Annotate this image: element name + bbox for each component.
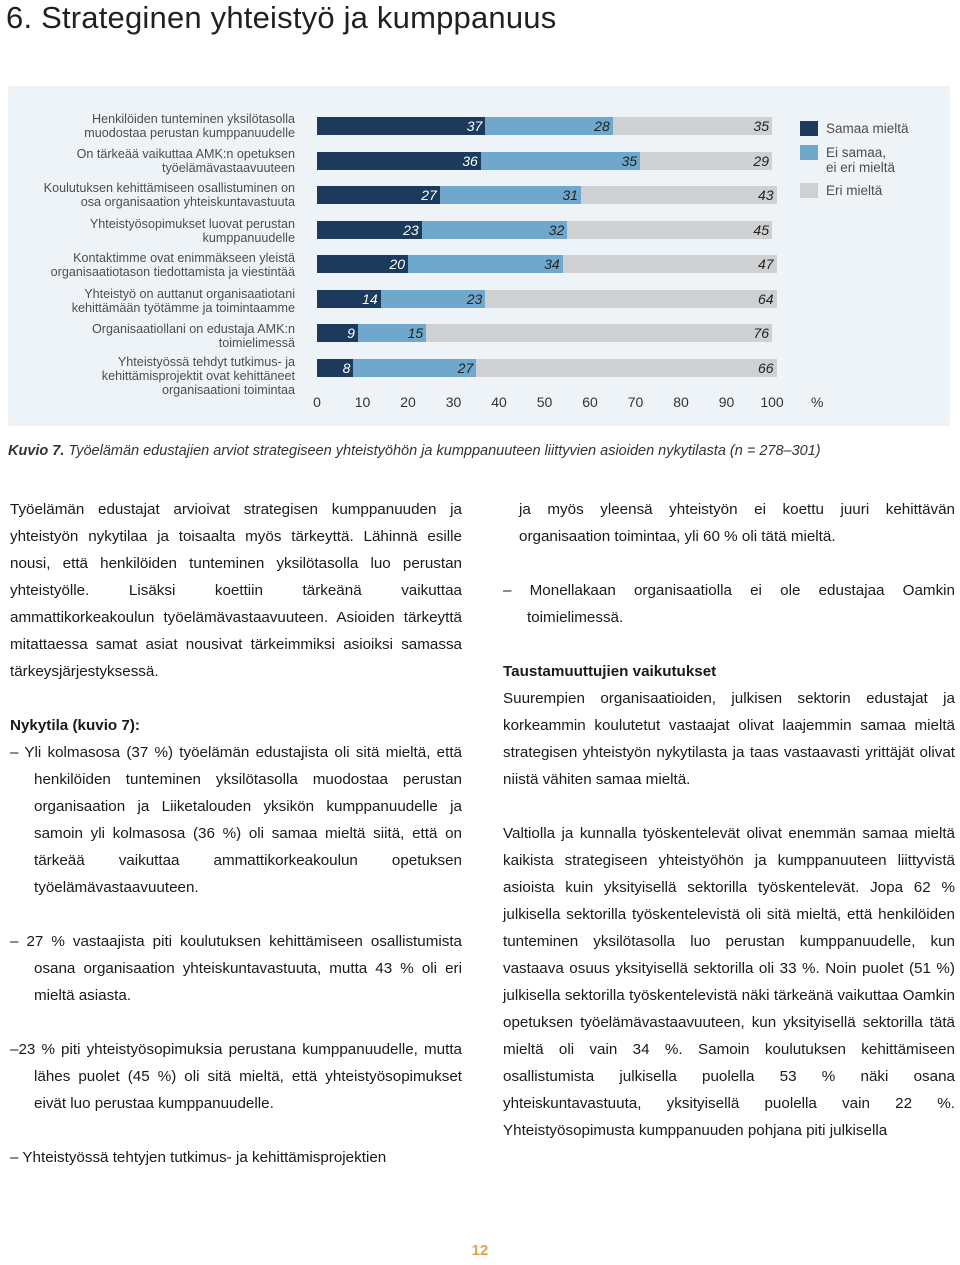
row-label-line: osa organisaation yhteiskuntavastuuta <box>80 195 295 209</box>
bar-value-label: 29 <box>753 152 769 169</box>
x-tick-label: 80 <box>673 394 689 410</box>
bullet-2: – 27 % vastaajista piti koulutuksen kehittämiseen osallistumista osana organisaation yhteiskuntavastuuta, mutta 43 % oli eri mieltä asiasta. <box>10 933 462 1004</box>
left-column <box>10 496 462 1171</box>
row-label-line: kehittämään työtämme ja toimintaamme <box>71 301 295 315</box>
bullet-1: – Yli kolmasosa (37 %) työelämän edustajista oli sitä mieltä, että henkilöiden tunteminen yksilötasolla muodostaa perustan organisaation ja Liiketalouden yksikön kumppanuudelle ja samoin yli kolmasosa (36 %) oli samaa mieltä siitä, että on tärkeää vaikuttaa ammattikorkeakoulun opetuksen työelämävastaavuuteen. <box>10 744 462 896</box>
row-label <box>0 355 295 397</box>
bar-value-label: 23 <box>403 221 419 238</box>
bar-value-label: 35 <box>621 152 638 169</box>
row-label-line: Yhteistyösopimukset luovat perustan <box>89 217 295 231</box>
caption-label: Kuvio 7. <box>8 443 65 459</box>
bar-value-label: 66 <box>757 359 774 376</box>
row-label <box>0 287 295 315</box>
background-paragraph-2: Valtiolla ja kunnalla työskentelevät olivat enemmän samaa mieltä kaikista strategiseen yhteistyöhön ja kumppanuuteen liittyvistä asioista kuin yksityisellä sektorilla työskentelevät. Jopa 62 % julkisella sektorilla työskentelevistä oli sitä mieltä, että henkilöiden tunteminen yksilötasolla luo perustan kumppanuudelle, kun vastaava osuus yksityisellä sektorilla oli 33 %. Noin puolet (51 %) julkisella sektorilla työskentelevistä näki tärkeänä vaikuttaa Oamkin opetuksen työelämävastaavuuteen, kun yksityisellä sektorilla tätä mieltä oli vain 34 %. Samoin koulutuksen kehittämiseen osallistumista julkisella puolella 53 % näki osana yhteiskuntavastuuta, yksityisellä puolella vain 22 %. Yhteistyösopimusta kumppanuuden pohjana piti julkisella <box>503 825 955 1139</box>
legend-label-line: Samaa mieltä <box>826 121 909 136</box>
bar-value-label: 9 <box>347 325 355 341</box>
bar-value-label: 27 <box>421 187 437 203</box>
background-paragraph-1: Suurempien organisaatioiden, julkisen sektorin edustajat ja korkeammin koulutetut vastaajat olivat laajemmin samaa mieltä strategisen yhteistyön nykytilasta ja taas vastaavasti yrittäjät olivat niistä vähiten samaa mieltä. <box>503 690 955 788</box>
bullet-4-continued: ja myös yleensä yhteistyön ei koettu juuri kehittävän organisaation toimintaa, yli 60 % oli tätä mieltä. <box>519 501 955 545</box>
bar-value-label: 32 <box>548 221 565 238</box>
x-axis-unit: % <box>811 394 824 410</box>
bar-value-label: 47 <box>757 256 774 272</box>
x-tick-label: 30 <box>445 394 462 410</box>
x-tick-label: 100 <box>760 394 784 410</box>
taustamuuttujat-subheading: Taustamuuttujien vaikutukset <box>503 663 717 680</box>
bar-value-label: 27 <box>457 359 474 376</box>
x-tick-label: 10 <box>354 394 371 410</box>
figure-caption <box>8 443 821 459</box>
bullet-4: – Yhteistyössä tehtyjen tutkimus- ja kehittämisprojektien <box>10 1149 387 1166</box>
x-tick-label: 0 <box>313 394 321 410</box>
legend-swatch <box>800 183 818 198</box>
legend-swatch <box>800 121 818 136</box>
row-label-line: On tärkeää vaikuttaa AMK:n opetuksen <box>76 147 295 161</box>
bar-value-label: 36 <box>462 152 478 169</box>
bar-value-label: 37 <box>466 118 483 134</box>
x-tick-label: 90 <box>718 394 735 410</box>
legend-swatch <box>800 145 818 160</box>
x-tick-label: 70 <box>627 394 644 410</box>
row-label-line: Koulutuksen kehittämiseen osallistuminen on <box>43 181 295 195</box>
bar-value-label: 76 <box>753 325 769 341</box>
bar-value-label: 45 <box>753 221 769 238</box>
intro-paragraph: Työelämän edustajat arvioivat strategisen kumppanuuden ja yhteistyön nykytilaa ja toisaalta myös tärkeyttä. Lähinnä esille nousi, että henkilöiden tunteminen yksilötasolla luo perustan yhteistyölle. Lisäksi koettiin tärkeänä vaikuttaa ammattikorkeakoulun työelämävastaavuuteen. Asioiden tärkeyttä mitattaessa samat asiat nousivat tärkeimmiksi asioiksi samassa tärkeysjärjestyksessä. <box>10 501 462 680</box>
bar-value-label: 43 <box>757 187 774 203</box>
caption-text: Työelämän edustajien arviot strategiseen yhteistyöhön ja kumppanuuteen liittyvien asioiden nykytilasta (n = 278–301) <box>64 443 821 459</box>
bar-value-label: 31 <box>562 187 578 203</box>
row-label-line: toimielimessä <box>218 336 295 350</box>
legend-label <box>826 121 946 136</box>
bar-value-label: 35 <box>753 118 769 134</box>
right-column <box>503 496 955 1144</box>
row-label-line: kehittämisprojektit ovat kehittäneet <box>101 369 295 383</box>
x-tick-label: 50 <box>536 394 553 410</box>
row-label <box>0 322 295 350</box>
row-label-line: Henkilöiden tunteminen yksilötasolla <box>91 112 295 126</box>
bar-value-label: 8 <box>342 359 351 376</box>
legend-label-line: Ei samaa, <box>826 145 887 160</box>
nykytila-subheading: Nykytila (kuvio 7): <box>10 717 140 734</box>
row-label <box>0 112 295 140</box>
row-label-line: Kontaktimme ovat enimmäkseen yleistä <box>73 251 295 265</box>
page-number: 12 <box>471 1242 489 1259</box>
bar-value-label: 20 <box>389 256 405 272</box>
row-label-line: Organisaatiollani on edustaja AMK:n <box>91 322 295 336</box>
x-tick-label: 40 <box>491 394 507 410</box>
legend-label <box>826 183 946 198</box>
bar-value-label: 15 <box>407 325 424 341</box>
row-label-line: organisaatiotason tiedottamista ja viestintää <box>50 265 295 279</box>
row-label <box>0 147 295 175</box>
section-heading: 6. Strateginen yhteistyö ja kumppanuus <box>6 0 557 35</box>
row-label-line: kumppanuudelle <box>202 231 295 245</box>
row-label-line: Yhteistyössä tehdyt tutkimus- ja <box>117 355 295 369</box>
bar-value-label: 23 <box>466 290 483 307</box>
x-tick-label: 20 <box>400 394 416 410</box>
bar-value-label: 28 <box>594 118 610 134</box>
row-label-line: organisaationi toimintaa <box>161 383 295 397</box>
bar-value-label: 34 <box>544 256 560 272</box>
legend-label <box>826 145 946 175</box>
bar-value-label: 14 <box>362 290 378 307</box>
x-tick-label: 60 <box>582 394 598 410</box>
row-label-line: Yhteistyö on auttanut organisaatiotani <box>84 287 295 301</box>
row-label <box>0 251 295 279</box>
row-label-line: muodostaa perustan kumppanuudelle <box>84 126 295 140</box>
row-label <box>0 181 295 209</box>
bullet-3: –23 % piti yhteistyösopimuksia perustana kumppanuudelle, mutta lähes puolet (45 %) oli sitä mieltä, että yhteistyösopimukset eivät luo perustaa kumppanuudelle. <box>10 1041 462 1112</box>
legend-label-line: ei eri mieltä <box>826 160 896 175</box>
row-label-line: työelämävastaavuuteen <box>161 161 295 175</box>
bar-value-label: 64 <box>757 290 774 307</box>
row-label <box>0 217 295 245</box>
bullet-5: – Monellakaan organisaatiolla ei ole edustajaa Oamkin toimielimessä. <box>503 582 955 626</box>
legend-label-line: Eri mieltä <box>826 183 883 198</box>
